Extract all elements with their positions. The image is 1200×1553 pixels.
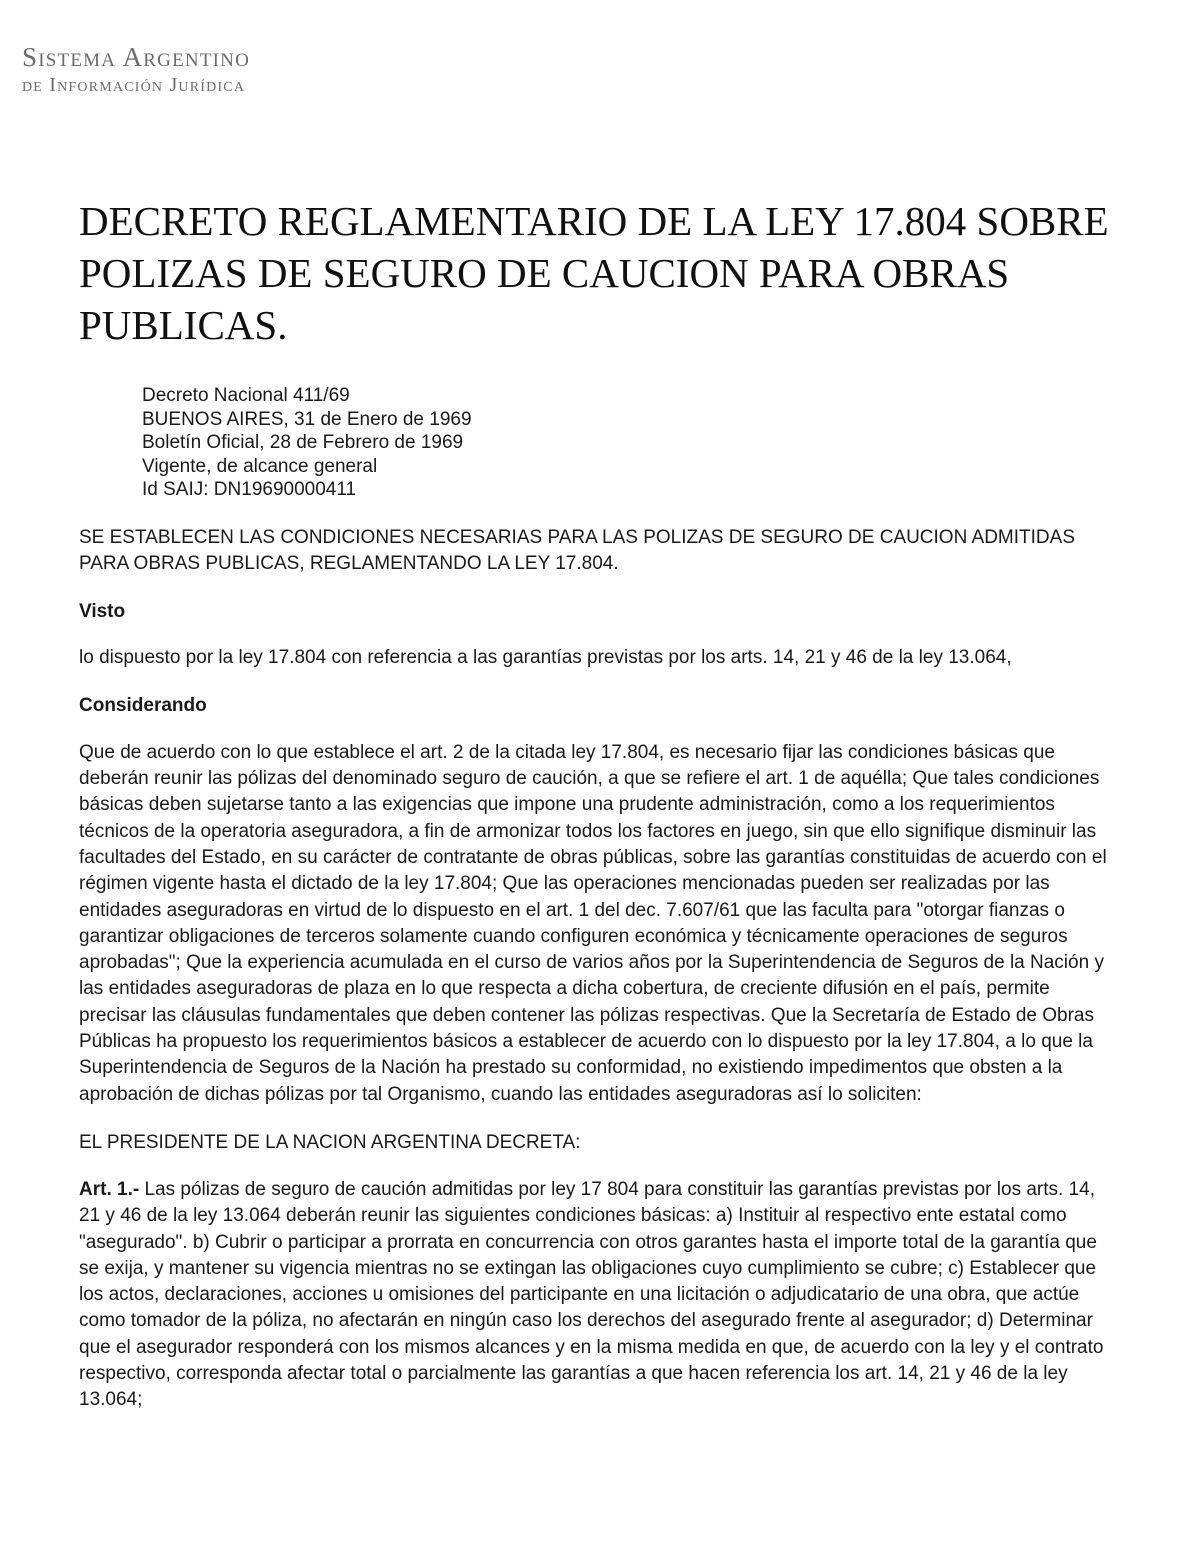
- considerando-heading: Considerando: [79, 694, 207, 716]
- document-summary: SE ESTABLECEN LAS CONDICIONES NECESARIAS PARA LAS POLIZAS DE SEGURO DE CAUCION ADMITIDAS PARA OBRAS PUBLICAS, REGLAMENTANDO LA LEY 17.804.: [79, 526, 1075, 574]
- logo-line-1: Sistema Argentino: [22, 42, 250, 72]
- official-bulletin: Boletín Oficial, 28 de Febrero de 1969: [142, 432, 464, 453]
- article-1: [79, 1177, 1109, 1414]
- saij-logo: [22, 44, 250, 95]
- article-1-label: Art. 1.-: [79, 1178, 140, 1200]
- saij-id: Id SAIJ: DN19690000411: [142, 479, 357, 500]
- visto-text: lo dispuesto por la ley 17.804 con referencia a las garantías previstas por los arts. 14, 21 y 46 de la ley 13.064,: [79, 646, 1012, 668]
- visto-heading: Visto: [79, 600, 126, 622]
- article-1-text: Las pólizas de seguro de caución admitidas por ley 17 804 para constituir las garantías previstas por los arts. 14, 21 y 46 de la ley 13.064 deberán reunir las siguientes condiciones básicas: a) Instituir al respectivo ente estatal como "asegurado". b) Cubrir o participar a prorrata en concurrencia con otros garantes hasta el importe total de la garantía que se exija, y mantener su vigencia mientras no se extingan las obligaciones cuyo cumplimiento se cubre; c) Establecer que los actos, declaraciones, acciones u omisiones del participante en una licitación o adjudicatario de una obra, que actúe como tomador de la póliza, no afectarán en ningún caso los derechos del asegurado frente al asegurador; d) Determinar que el asegurador responderá con los mismos alcances y en la misma medida en que, de acuerdo con la ley y el contrato respectivo, corresponda afectar total o parcialmente las garantías a que hacen referencia los art. 14, 21 y 46 de la ley 13.064;: [79, 1178, 1104, 1411]
- place-date: BUENOS AIRES, 31 de Enero de 1969: [142, 408, 472, 430]
- decreta-statement: EL PRESIDENTE DE LA NACION ARGENTINA DECRETA:: [79, 1131, 581, 1153]
- considerando-text: Que de acuerdo con lo que establece el art. 2 de la citada ley 17.804, es necesario fijar las condiciones básicas que deberán reunir las pólizas del denominado seguro de caución, a que se refiere el art. 1 de aquélla; Que tales condiciones básicas deben sujetarse tanto a las exigencias que impone una prudente administración, como a los requerimientos técnicos de la operatoria aseguradora, a fin de armonizar todos los factores en juego, sin que ello signifique disminuir las facultades del Estado, en su carácter de contratante de obras públicas, sobre las garantías constituidas de acuerdo con el régimen vigente hasta el dictado de la ley 17.804; Que las operaciones mencionadas pueden ser realizadas por las entidades aseguradoras en virtud de lo dispuesto en el art. 1 del dec. 7.607/61 que las faculta para "otorgar fianzas o garantizar obligaciones de terceros solamente cuando configuren económica y técnicamente operaciones de seguros aprobadas"; Que la experiencia acumulada en el curso de varios años por la Superintendencia de Seguros de la Nación y las entidades aseguradoras de plaza en lo que respecta a dicha cobertura, de creciente difusión en el país, permite precisar las cláusulas fundamentales que deben contener las pólizas respectivas. Que la Secretaría de Estado de Obras Públicas ha propuesto los requerimientos básicos a establecer de acuerdo con lo dispuesto por la ley 17.804, a lo que la Superintendencia de Seguros de la Nación ha prestado su conformidad, no existiendo impedimentos que obsten a la aprobación de dichas pólizas por tal Organismo, cuando las entidades aseguradoras así lo soliciten:: [79, 741, 1107, 1105]
- document-metadata: [142, 384, 1109, 502]
- validity-status: Vigente, de alcance general: [142, 455, 378, 477]
- logo-line-2: de Información Jurídica: [22, 74, 246, 96]
- decree-number: Decreto Nacional 411/69: [142, 385, 350, 406]
- document-title: DECRETO REGLAMENTARIO DE LA LEY 17.804 SOBRE POLIZAS DE SEGURO DE CAUCION PARA OBRAS PUBLICAS.: [79, 198, 1109, 348]
- document-body: [79, 195, 1109, 1414]
